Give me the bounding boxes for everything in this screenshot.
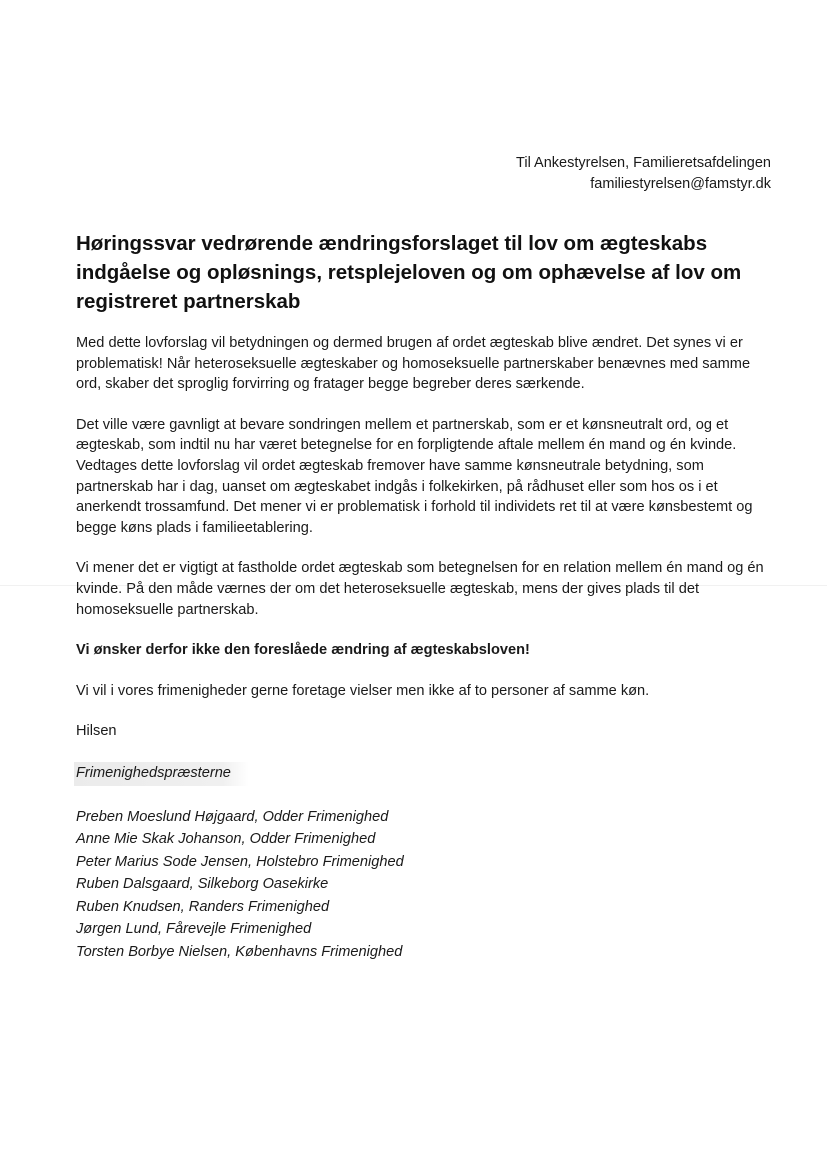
body-paragraph-1: Med dette lovforslag vil betydningen og dermed brugen af ordet ægteskab blive ændret. Det synes vi er problematisk! Når heteroseksuelle ægteskaber og homoseksuelle partnerskaber benævnes med samme ord, skaber det sproglig forvirring og fratager begge begreber deres særkende. (76, 335, 751, 393)
signer-5: Ruben Knudsen, Randers Frimenighed (76, 898, 330, 915)
addressee-email: familiestyrelsen@famstyr.dk (590, 176, 771, 192)
bold-statement: Vi ønsker derfor ikke den foreslåede ændring af ægteskabsloven! (76, 642, 530, 659)
addressee-name: Til Ankestyrelsen, Familieretsafdelingen (516, 155, 771, 171)
closing-paragraph: Vi vil i vores frimenigheder gerne foretage vielser men ikke af to personer af samme køn. (76, 682, 650, 699)
body-paragraph-2: Det ville være gavnligt at bevare sondringen mellem et partnerskab, som er et kønsneutralt ord, og et ægteskab, som indtil nu har været betegnelse for en forpligtende aftale mellem én mand og én kvinde. Vedtages dette lovforslag vil ordet ægteskab fremover have samme kønsneutrale betydning, som partnerskab har i dag, uanset om ægteskabet indgås i folkekirken, på rådhuset eller som hos os i et anerkendt trossamfund. Det mener vi er problematisk i forhold til individets ret til at være kønsbestemt og begge køns plads i familieetablering. (76, 416, 753, 536)
signer-7: Torsten Borbye Nielsen, Københavns Frimenighed (76, 944, 403, 961)
signer-4: Ruben Dalsgaard, Silkeborg Oasekirke (76, 876, 329, 893)
addressee-block (516, 153, 771, 195)
document-title: Høringssvar vedrørende ændringsforslaget til lov om ægteskabs indgåelse og opløsnings, retsplejeloven og om ophævelse af lov om registreret partnerskab (76, 232, 742, 313)
signer-1: Preben Moeslund Højgaard, Odder Frimenighed (76, 808, 389, 825)
signer-3: Peter Marius Sode Jensen, Holstebro Frimenighed (76, 853, 404, 870)
sender-group: Frimenighedspræsterne (74, 762, 249, 786)
signers-list (76, 806, 776, 964)
signer-2: Anne Mie Skak Johanson, Odder Frimenighed (76, 831, 376, 848)
greeting: Hilsen (76, 723, 117, 740)
document-body (76, 333, 776, 964)
body-paragraph-3: Vi mener det er vigtigt at fastholde ordet ægteskab som betegnelsen for en relation mellem én mand og én kvinde. På den måde værnes der om det heteroseksuelle ægteskab, mens der gives plads til det homoseksuelle partnerskab. (76, 560, 764, 618)
signer-6: Jørgen Lund, Fårevejle Frimenighed (76, 921, 312, 938)
